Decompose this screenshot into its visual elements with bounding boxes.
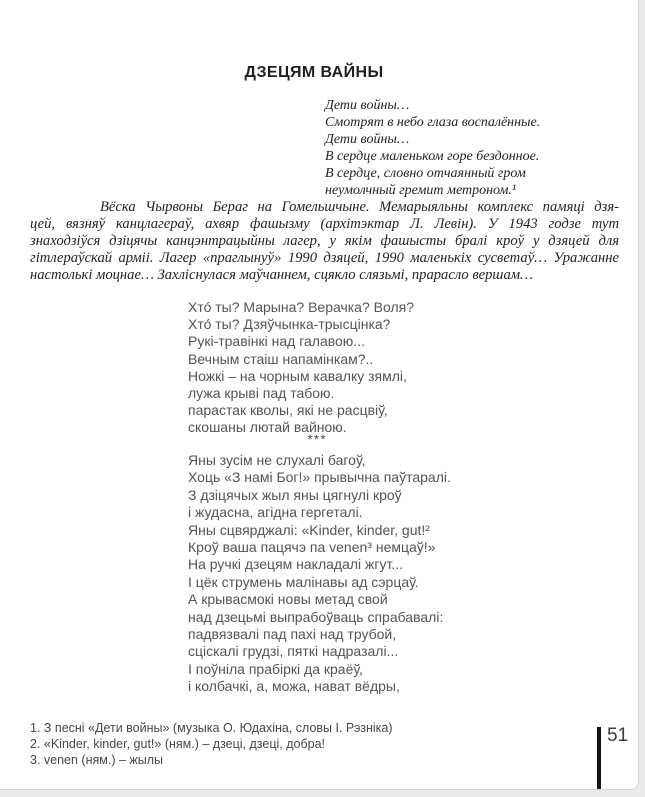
poem-line: Хоць «З намі Бог!» прывычна паўтаралі. — [188, 469, 451, 486]
footnotes — [30, 720, 393, 769]
epigraph-line: В сердце маленьком горе бездонное. — [325, 148, 540, 164]
poem-line: над дзецьмі выпрабоўваць спрабавалі: — [188, 608, 444, 625]
stanza-separator: *** — [307, 431, 327, 447]
footnote-item: 2. «Kinder, kinder, gut!» (ням.) – дзеці, дзеці, добра! — [30, 737, 325, 752]
poem-stanza-2 — [188, 452, 451, 696]
poem-line: Хто́ ты? Дзяўчынка-трысцінка? — [188, 316, 391, 333]
epigraph-line: Дети войны… — [325, 98, 410, 113]
poem-line: падвязвалі пад пахі над трубой, — [188, 626, 397, 643]
poem-line: парастак кволы, які не расцвіў, — [188, 402, 388, 419]
poem-line: Кроў ваша пацячэ па venen³ немцаў!» — [188, 539, 436, 556]
poem-line: і жудасна, агідна гергеталі. — [188, 504, 363, 521]
poem-line: Яны сцвярджалі: «Kinder, kinder, gut!² — [188, 521, 430, 538]
poem-line: Вечным стаіш напамінкам?.. — [188, 350, 374, 367]
intro-line: цей, вязняў канцлагераў, ахвяр фашызму (архітэктар Л. Левін). У 1943 годзе тут — [30, 216, 619, 233]
poem-line: А крывасмокі новы метад свой — [188, 591, 388, 608]
poem-line: Рукі-травінкі над галавою... — [188, 333, 365, 350]
poem-line: Хто́ ты? Марына? Верачка? Воля? — [188, 299, 414, 315]
epigraph-line: В сердце, словно отчаянный гром — [325, 165, 526, 181]
intro-line: настолькі моцнае… Захліснулася маўчаннем, сцякло слязьмі, прарасло вершам… — [30, 267, 534, 284]
intro-line: гітлераўскай арміі. Лагер «праглынуў» 1990 дзяцей, 1990 маленькіх сусветаў… Уражанне — [30, 250, 619, 267]
poem-line: Ножкі – на чорным кавалку зямлі, — [188, 367, 407, 384]
poem-line: лужа крыві пад табою. — [188, 385, 335, 402]
epigraph-line: Дети войны… — [325, 131, 410, 147]
footnote-item: 1. З песні «Дети войны» (музыка О. Юдахіна, словы І. Рэзніка) — [30, 721, 393, 735]
page-number: 51 — [607, 725, 629, 746]
poem-line: І цёк струмень малінавы ад сэрцаў. — [188, 573, 419, 590]
poem-line: Яны зусім не слухалі багоў, — [188, 452, 366, 468]
poem-line: сціскалі грудзі, пяткі надразалі... — [188, 643, 399, 660]
poem-line: З дзіцячых жыл яны цягнулі кроў — [188, 486, 402, 503]
poem-line: І поўніла прабіркі да краёў, — [188, 660, 363, 677]
intro-line: знаходзіўся дзіцячы канцэнтрацыйны лагер, у якім фашысты бралі кроў у дзяцей для — [30, 233, 619, 250]
poem-line: і колбачкі, а, можа, нават вёдры, — [188, 678, 400, 695]
footnote-item: 3. venen (ням.) – жылы — [30, 753, 164, 768]
epigraph-line: неумолчный гремит метроном.¹ — [325, 182, 517, 198]
poem-line: скошаны лютай вайною. — [188, 419, 347, 436]
epigraph — [325, 98, 540, 199]
poem-stanza-1 — [188, 299, 414, 437]
epigraph-line: Смотрят в небо глаза воспалённые. — [325, 114, 541, 130]
intro-line: Вёска Чырвоны Бераг на Гомельшчыне. Мемарыяльны комплекс памяці дзя- — [100, 199, 619, 215]
poem-line: На ручкі дзецям накладалі жгут... — [188, 556, 404, 573]
page-title: ДЗЕЦЯМ ВАЙНЫ — [244, 64, 384, 81]
page-number-bar — [597, 727, 601, 789]
intro-paragraph — [30, 199, 619, 284]
